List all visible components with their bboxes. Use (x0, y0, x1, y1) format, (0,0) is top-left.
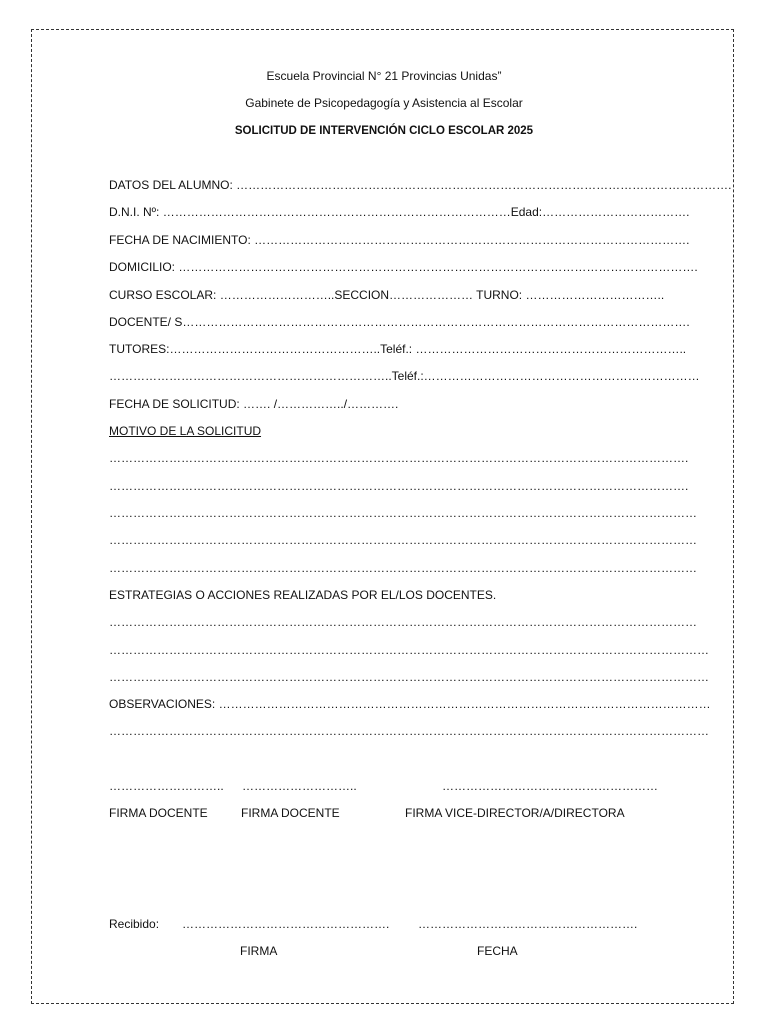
motivo-line: ………………………………………………………………………………………………………………………………… (109, 561, 697, 575)
field-tutores: TUTORES:……………………………………………..Teléf.: ………………………………………………………….. (109, 342, 687, 356)
office-name: Gabinete de Psicopedagogía y Asistencia al Escolar (245, 96, 523, 110)
firma-docente-2-label: FIRMA DOCENTE (241, 806, 340, 820)
firma-docente-2-line: ……………………….. (242, 779, 357, 793)
recibido-label: Recibido: (109, 917, 160, 931)
field-tutores-2: ……………………………………………………………..Teléf.:…………………………………………………………… (109, 369, 700, 383)
motivo-line: ………………………………………………………………………………………………………………………………. (109, 479, 689, 493)
field-domicilio: DOMICILIO: …………………………………………………………………………………………………………………. (109, 260, 698, 274)
form-title: SOLICITUD DE INTERVENCIÓN CICLO ESCOLAR 2025 (234, 125, 534, 137)
motivo-heading: MOTIVO DE LA SOLICITUD (109, 424, 262, 438)
motivo-line: ………………………………………………………………………………………………………………………………. (109, 451, 689, 465)
firma-docente-1-line: ……………………….. (109, 779, 224, 793)
motivo-line: ………………………………………………………………………………………………………………………………… (109, 506, 697, 520)
recibido-fecha-label: FECHA (477, 944, 518, 958)
recibido-firma-label: FIRMA (240, 944, 278, 958)
field-fecha-solicitud: FECHA DE SOLICITUD: ……. /……………../…………. (109, 397, 399, 411)
recibido-fecha-line: ………………………………………………. (418, 917, 638, 931)
school-name: Escuela Provincial N° 21 Provincias Unidas” (266, 69, 502, 83)
observaciones-label: OBSERVACIONES: …………………………………………………………………………………………………………… (109, 697, 711, 711)
estrategias-line: …………………………………………………………………………………………………………………………………… (109, 643, 709, 657)
field-datos-alumno: DATOS DEL ALUMNO: ……………………………………………………………………………………………………………. (109, 178, 732, 192)
firma-director-line: ……………………………………………… (442, 779, 658, 793)
field-docentes: DOCENTE/ S………………………………………………………………………………………………………………. (109, 315, 690, 329)
recibido-firma-line: ……………………………………………. (182, 917, 390, 931)
observaciones-line: …………………………………………………………………………………………………………………………………… (109, 724, 709, 738)
field-dni-edad: D.N.I. Nº: ……………………………………………………………………………Edad:………………………………. (109, 205, 690, 219)
estrategias-line: ………………………………………………………………………………………………………………………………… (109, 615, 697, 629)
estrategias-heading: ESTRATEGIAS O ACCIONES REALIZADAS POR EL/LOS DOCENTES. (109, 588, 497, 602)
motivo-line: ………………………………………………………………………………………………………………………………… (109, 533, 697, 547)
firma-director-label: FIRMA VICE-DIRECTOR/A/DIRECTORA (405, 806, 625, 820)
firma-docente-1-label: FIRMA DOCENTE (109, 806, 208, 820)
field-fecha-nacimiento: FECHA DE NACIMIENTO: ………………………………………………………………………………………………. (109, 233, 690, 247)
estrategias-line: …………………………………………………………………………………………………………………………………… (109, 670, 709, 684)
field-curso-seccion-turno: CURSO ESCOLAR: ………………………..SECCION………………… TURNO: …………………………….. (109, 288, 665, 302)
